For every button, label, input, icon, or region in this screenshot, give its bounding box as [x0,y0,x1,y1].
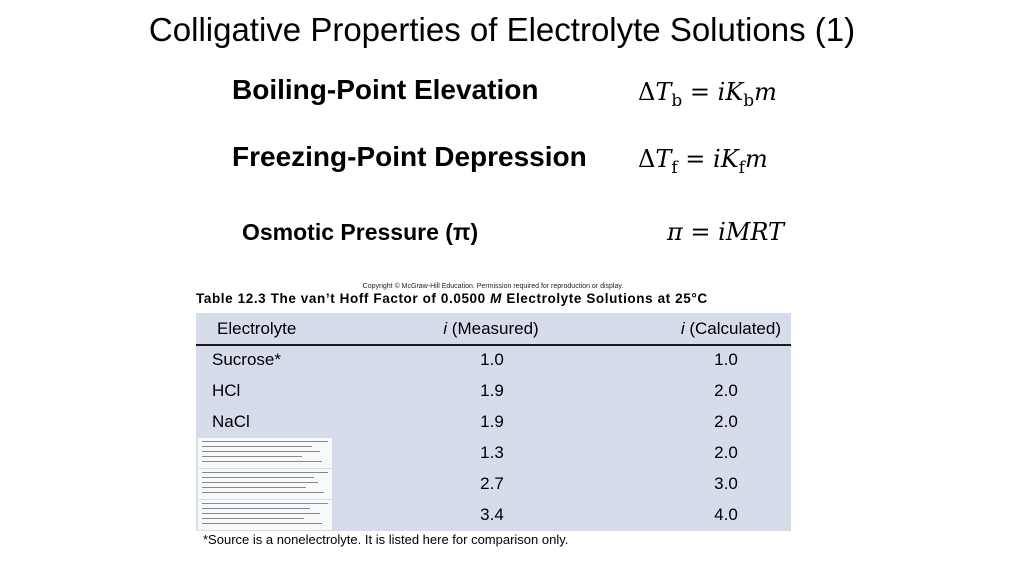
table-thumbnail-image [198,438,332,468]
table-caption-unit: M [490,291,502,306]
measured-cell: 3.4 [480,505,504,524]
boiling-point-equation [638,75,777,118]
temperature-variable: T [655,78,672,106]
header-measured-var: i [443,319,448,338]
delta-symbol: Δ [638,78,656,106]
calculated-cell: 2.0 [714,412,738,431]
molality-variable: m [744,145,768,173]
vant-hoff-variable: i [717,78,726,106]
osmotic-pressure-equation: π = iMRT [667,218,785,246]
vant-hoff-table [196,313,791,531]
freezing-point-depression-label: Freezing-Point Depression [232,141,587,172]
osmotic-pressure-label: Osmotic Pressure (π) [242,219,479,245]
table-caption-suffix: Electrolyte Solutions at 25°C [502,291,708,306]
measured-cell: 1.9 [480,412,504,431]
constant-variable: K [725,78,744,106]
boiling-point-elevation-label: Boiling-Point Elevation [232,74,539,105]
table-header-row [196,313,791,346]
header-calculated-var: i [680,319,685,338]
temperature-variable: T [655,145,672,173]
table-footnote: *Source is a nonelectrolyte. It is listed here for comparison only. [203,532,569,547]
delta-symbol: Δ [638,145,656,173]
table-thumbnail-image [198,469,332,499]
header-calculated-label: (Calculated) [684,319,781,338]
constant-variable: K [720,145,739,173]
calculated-cell: 4.0 [714,505,738,524]
measured-cell: 1.9 [480,381,504,400]
calculated-cell: 2.0 [714,381,738,400]
table-caption [196,290,708,308]
header-electrolyte: Electrolyte [217,319,297,338]
electrolyte-cell: HCl [212,381,241,400]
table-row [196,406,791,437]
calculated-cell: 2.0 [714,443,738,462]
freezing-point-equation [638,142,768,185]
header-calculated [651,313,781,344]
table-row [196,437,791,468]
measured-cell: 2.7 [480,474,504,493]
table-thumbnail-image [198,500,332,530]
slide-title: Colligative Properties of Electrolyte Solutions (1) [148,11,856,48]
equals-sign: = [677,145,714,173]
table-row [196,344,791,375]
vant-hoff-variable: i [713,145,721,173]
freezing-subscript: f [671,158,678,178]
table-caption-prefix: Table 12.3 The van’t Hoff Factor of 0.0500 [196,291,491,306]
calculated-cell: 3.0 [714,474,738,493]
boiling-subscript: b [671,91,683,111]
molality-variable: m [754,78,777,106]
constant-subscript: b [743,91,755,111]
measured-cell: 1.0 [480,350,504,369]
header-measured [406,313,576,344]
header-measured-label: (Measured) [447,319,539,338]
electrolyte-cell: Sucrose* [212,350,281,369]
measured-cell: 1.3 [480,443,504,462]
equals-sign: = [682,78,718,106]
table-row [196,468,791,499]
electrolyte-cell: NaCl [212,412,250,431]
calculated-cell: 1.0 [714,350,738,369]
copyright-notice: Copyright © McGraw-Hill Education. Permission required for reproduction or display. [362,283,624,290]
constant-subscript: f [738,158,745,178]
table-row [196,499,791,530]
table-row [196,375,791,406]
